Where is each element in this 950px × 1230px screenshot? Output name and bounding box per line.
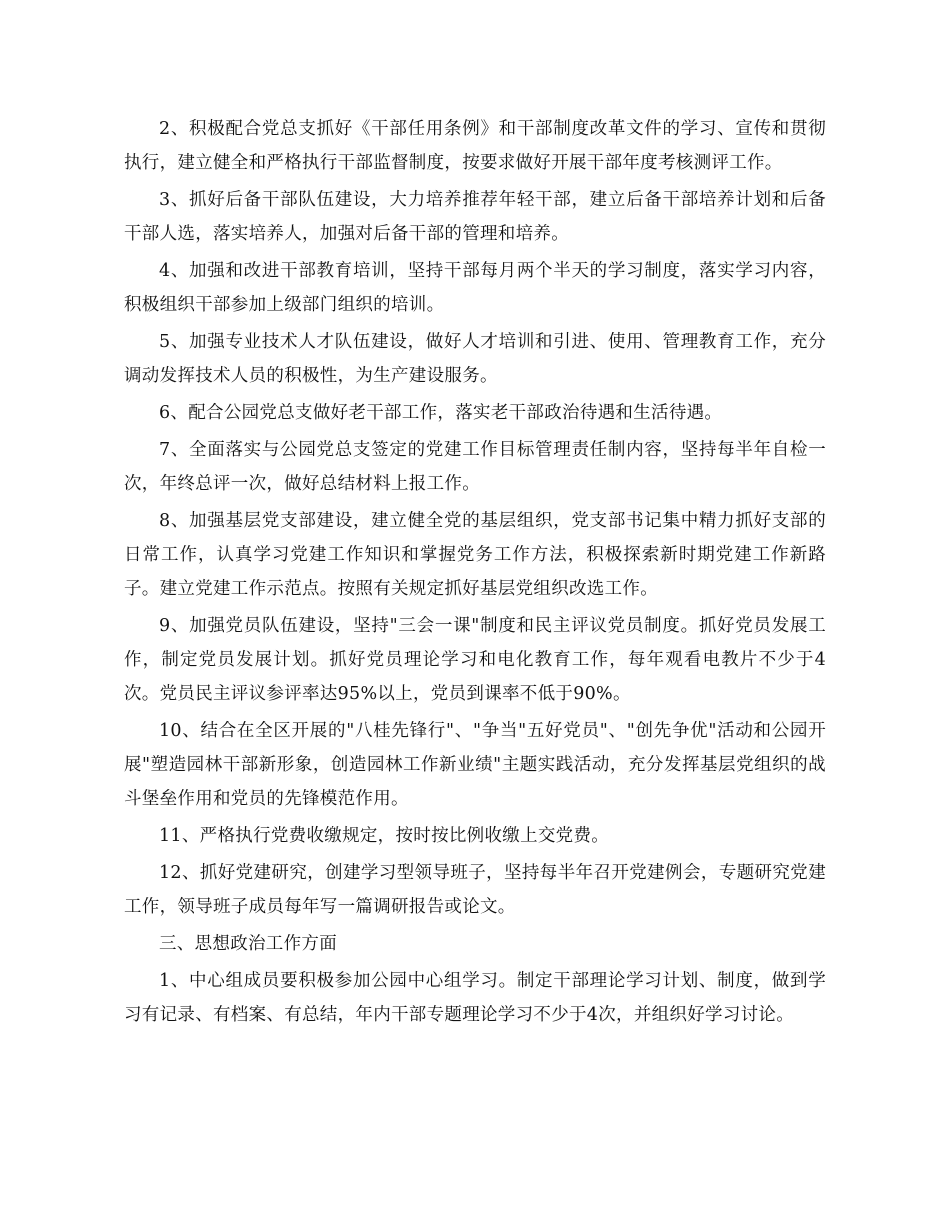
section-heading: 三、思想政治工作方面 <box>159 934 337 954</box>
paragraph: 10、结合在全区开展的"八桂先锋行"、"争当"五好党员"、"创先争优"活动和公园开展"塑造园林干部新形象，创造园林工作新业绩"主题实践活动，充分发挥基层党组织的战斗堡垒作用和党员的先锋模范作用。 <box>124 721 826 809</box>
paragraph: 8、加强基层党支部建设，建立健全党的基层组织，党支部书记集中精力抓好支部的日常工作，认真学习党建工作知识和掌握党务工作方法，积极探索新时期党建工作新路子。建立党建工作示范点。按照有关规定抓好基层党组织改选工作。 <box>124 511 826 599</box>
paragraph: 5、加强专业技术人才队伍建设，做好人才培训和引进、使用、管理教育工作，充分调动发挥技术人员的积极性，为生产建设服务。 <box>124 332 826 386</box>
paragraph: 9、加强党员队伍建设，坚持"三会一课"制度和民主评议党员制度。抓好党员发展工作，制定党员发展计划。抓好党员理论学习和电化教育工作，每年观看电教片不少于4次。党员民主评议参评率达95%以上，党员到课率不低于90%。 <box>124 616 826 704</box>
paragraph: 4、加强和改进干部教育培训，坚持干部每月两个半天的学习制度，落实学习内容，积极组织干部参加上级部门组织的培训。 <box>124 261 826 315</box>
paragraph: 1、中心组成员要积极参加公园中心组学习。制定干部理论学习计划、制度，做到学习有记录、有档案、有总结，年内干部专题理论学习不少于4次，并组织好学习讨论。 <box>124 971 826 1025</box>
document-body <box>124 112 826 1035</box>
paragraph: 6、配合公园党总支做好老干部工作，落实老干部政治待遇和生活待遇。 <box>159 403 723 423</box>
paragraph: 11、严格执行党费收缴规定，按时按比例收缴上交党费。 <box>159 826 610 846</box>
paragraph: 3、抓好后备干部队伍建设，大力培养推荐年轻干部，建立后备干部培养计划和后备干部人选，落实培养人，加强对后备干部的管理和培养。 <box>124 190 826 244</box>
paragraph: 2、积极配合党总支抓好《干部任用条例》和干部制度改革文件的学习、宣传和贯彻执行，建立健全和严格执行干部监督制度，按要求做好开展干部年度考核测评工作。 <box>124 119 826 173</box>
paragraph: 7、全面落实与公园党总支签定的党建工作目标管理责任制内容，坚持每半年自检一次，年终总评一次，做好总结材料上报工作。 <box>124 440 826 494</box>
paragraph: 12、抓好党建研究，创建学习型领导班子，坚持每半年召开党建例会，专题研究党建工作，领导班子成员每年写一篇调研报告或论文。 <box>124 863 826 917</box>
